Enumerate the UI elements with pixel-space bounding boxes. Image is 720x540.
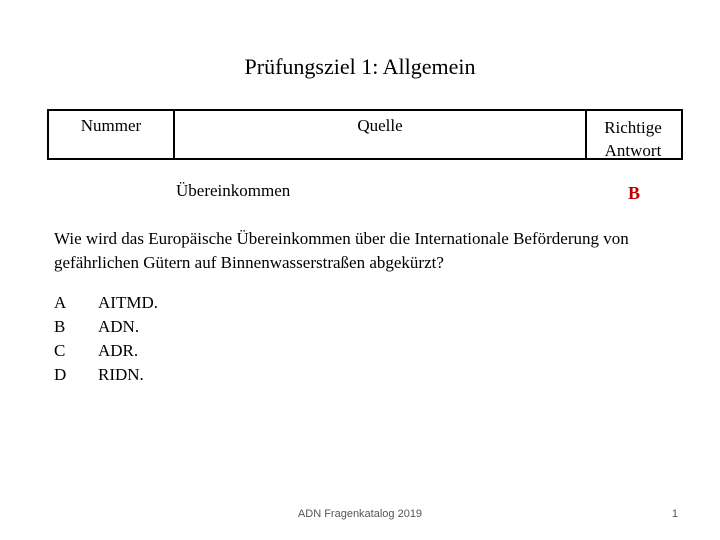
- column-header-antwort: [585, 111, 681, 158]
- page-number: 1: [671, 508, 678, 520]
- column-header-antwort-line1: Richtige: [604, 118, 662, 137]
- option-text: ADR.: [98, 341, 139, 360]
- correct-answer-value: B: [628, 183, 641, 203]
- option-text: AITMD.: [98, 293, 158, 312]
- question-text: Wie wird das Europäische Übereinkommen über die Internationale Beförderung von gefährlichen Gütern auf Binnenwasserstraßen abgekürzt?: [54, 229, 629, 272]
- option-a: [54, 291, 354, 315]
- option-letter: A: [54, 293, 67, 312]
- option-letter: C: [54, 341, 66, 360]
- footer-text: ADN Fragenkatalog 2019: [297, 508, 423, 520]
- option-letter: B: [54, 317, 66, 336]
- source-value: Übereinkommen: [176, 181, 291, 200]
- option-d: [54, 363, 354, 387]
- column-header-antwort-line2: Antwort: [604, 141, 662, 160]
- answer-options: [54, 291, 354, 387]
- column-header-nummer: Nummer: [80, 116, 142, 135]
- option-b: [54, 315, 354, 339]
- option-text: ADN.: [98, 317, 140, 336]
- option-text: RIDN.: [98, 365, 144, 384]
- option-c: [54, 339, 354, 363]
- slide-title: Prüfungsziel 1: Allgemein: [244, 54, 476, 79]
- column-header-quelle: Quelle: [173, 111, 587, 158]
- header-table: [47, 109, 683, 160]
- option-letter: D: [54, 365, 67, 384]
